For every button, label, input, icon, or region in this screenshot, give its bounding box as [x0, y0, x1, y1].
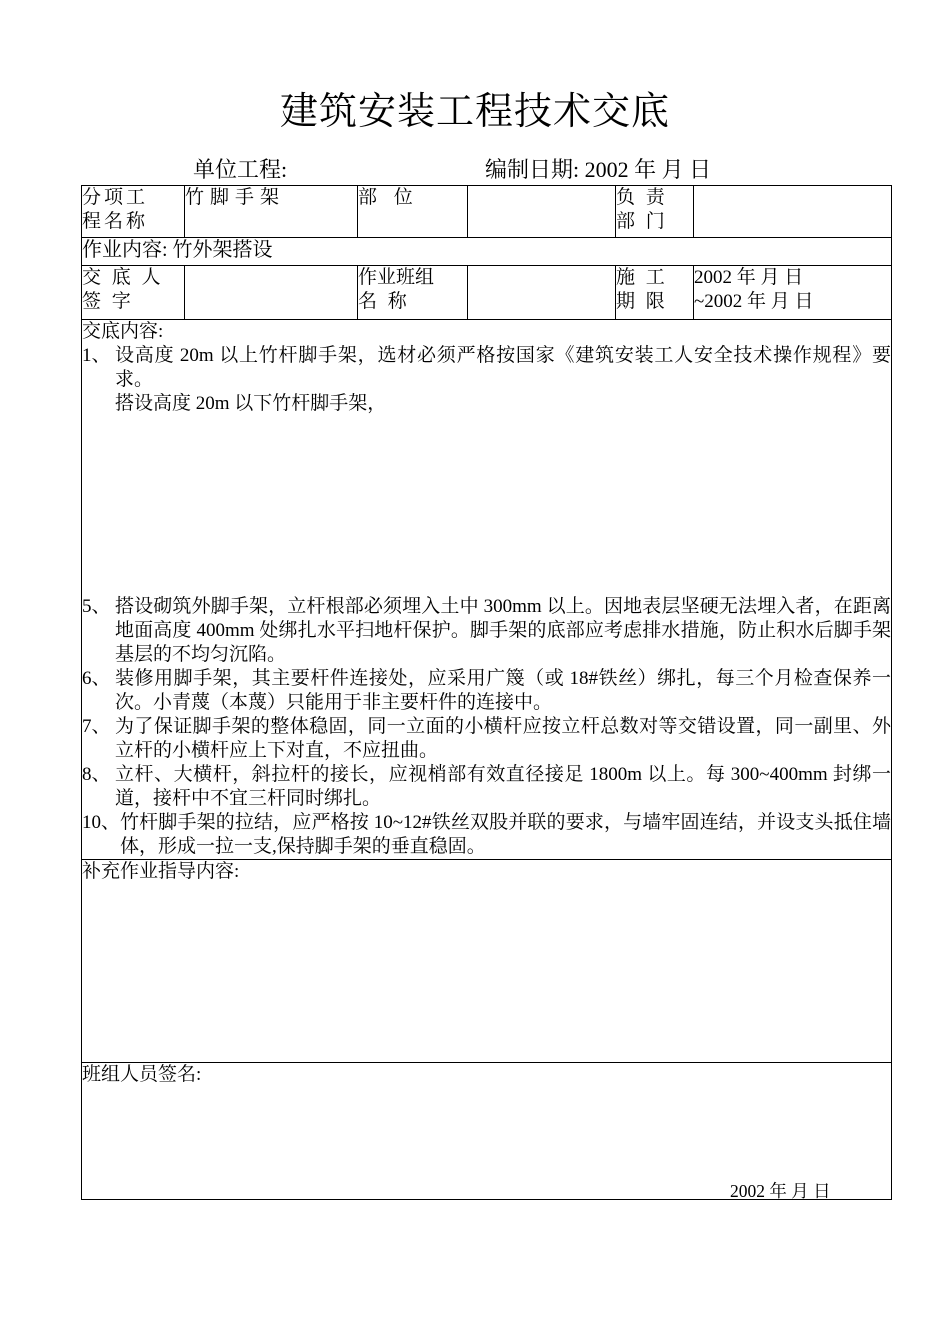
table-row-signer	[82, 266, 892, 320]
table-row-disclosure	[82, 320, 892, 860]
list-item: 7、 为了保证脚手架的整体稳固，同一立面的小横杆应按立杆总数对等交错设置，同一副里、外立杆的小横杆应上下对直，不应扭曲。	[82, 716, 891, 761]
disclosure-heading: 交底内容:	[82, 321, 164, 342]
disclosure-content	[82, 320, 892, 860]
team-value[interactable]	[468, 266, 616, 320]
table-row-work-content	[82, 238, 892, 266]
supplement-label: 补充作业指导内容:	[82, 861, 240, 882]
sign-date: 2002 年 月 日	[730, 1181, 831, 1201]
compile-date-label: 编制日期: 2002 年 月 日	[485, 157, 712, 182]
unit-project-label: 单位工程:	[193, 157, 288, 182]
table-row-item	[82, 186, 892, 238]
list-item: 1、 设高度 20m 以上竹杆脚手架，选材必须严格按国家《建筑安装工人安全技术操作规程》要求。	[82, 345, 891, 390]
list-item: 10、 竹杆脚手架的拉结，应严格按 10~12#铁丝双股并联的要求，与墙牢固连结，并设支头抵住墙体，形成一拉一支,保持脚手架的垂直稳固。	[82, 812, 891, 857]
table-row-supplement	[82, 860, 892, 1063]
period-value: 2002 年 月 日 ~2002 年 月 日	[694, 266, 892, 320]
list-item: 8、 立杆、大横杆，斜拉杆的接长，应视梢部有效直径接足 1800m 以上。每 300~400mm 封绑一道，接杆中不宜三杆同时绑扎。	[82, 764, 891, 809]
part-value[interactable]	[468, 186, 616, 238]
team-sign-label: 班组人员签名:	[82, 1064, 202, 1085]
work-content: 作业内容: 竹外架搭设	[82, 238, 892, 266]
document-title: 建筑安装工程技术交底	[279, 91, 670, 133]
signer-label: 交 底 人 签 字	[82, 266, 185, 320]
list-item-sub: 搭设高度 20m 以下竹杆脚手架，	[115, 393, 387, 414]
table-row-team-sign	[82, 1063, 892, 1200]
list-item: 6、 装修用脚手架，其主要杆件连接处，应采用广篾（或 18#铁丝）绑扎，每三个月检查保养一次。小青蔑（本蔑）只能用于非主要杆件的连接中。	[82, 668, 891, 713]
signer-value[interactable]	[185, 266, 358, 320]
team-sign-section[interactable]	[82, 1063, 892, 1200]
dept-label: 负 责 部 门	[616, 186, 694, 238]
period-label: 施 工 期 限	[616, 266, 694, 320]
disclosure-table	[81, 185, 892, 1200]
blank-space	[82, 416, 891, 595]
item-name-label: 分项工 程名称	[82, 186, 185, 238]
supplement-section[interactable]	[82, 860, 892, 1063]
item-name-value: 竹脚手架	[185, 186, 358, 238]
part-label: 部 位	[358, 186, 468, 238]
team-label: 作业班组 名 称	[358, 266, 468, 320]
dept-value[interactable]	[694, 186, 892, 238]
list-item: 5、 搭设砌筑外脚手架，立杆根部必须埋入土中 300mm 以上。因地表层坚硬无法埋入者，在距离地面高度 400mm 处绑扎水平扫地杆保护。脚手架的底部应考虑排水措施，防止积水后脚手架基层的不均匀沉陷。	[82, 596, 891, 665]
